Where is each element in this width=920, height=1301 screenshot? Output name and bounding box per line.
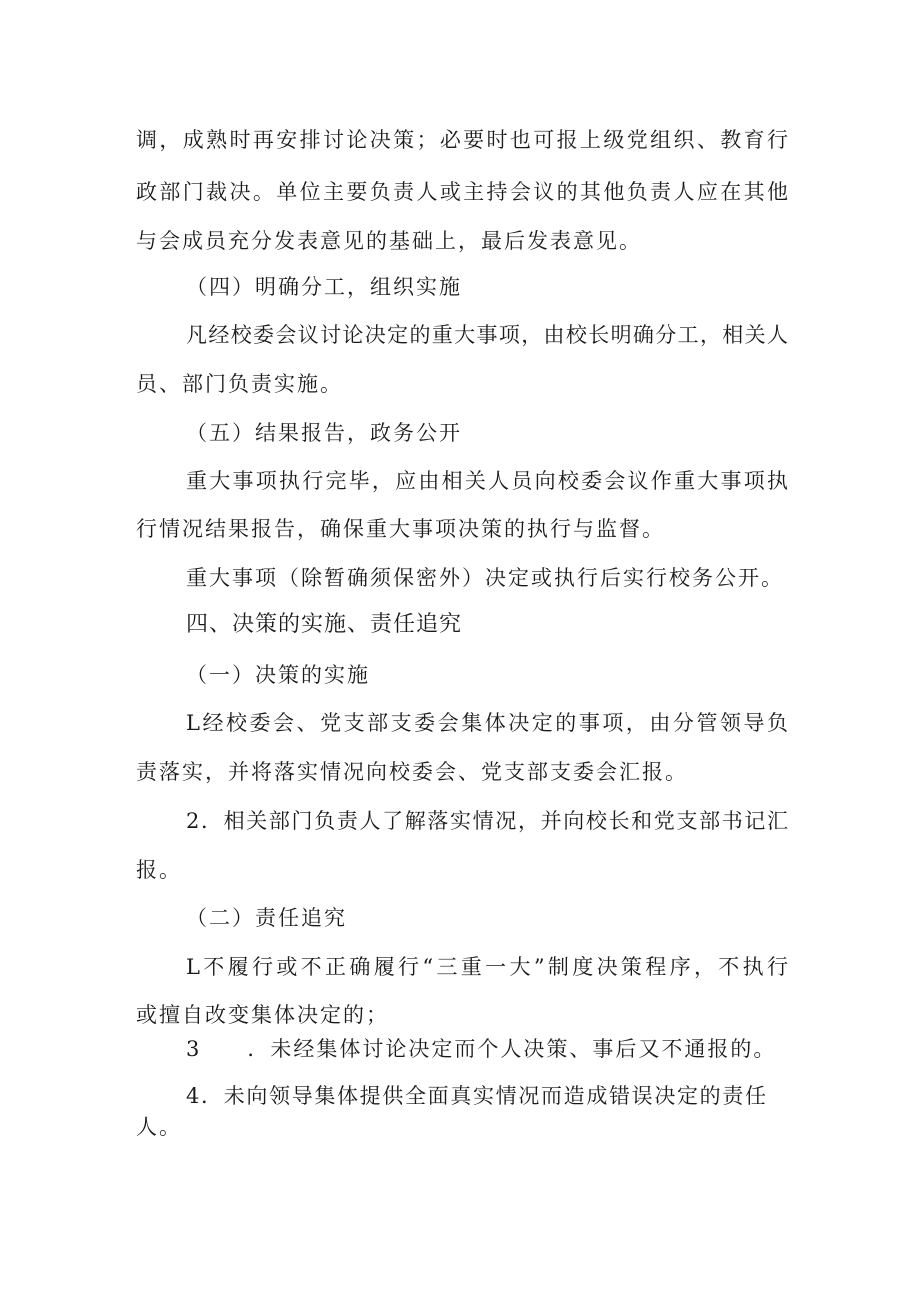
paragraph-line-8: 重大事项执行完毕，应由相关人员向校委会议作重大事项执 <box>186 469 788 493</box>
paragraph-line-21: 4．未向领导集体提供全面真实情况而造成错误决定的责任 <box>186 1084 766 1108</box>
paragraph-line-10: 重大事项（除暂确须保密外）决定或执行后实行校务公开。 <box>186 566 784 590</box>
section-heading-four: （四）明确分工，组织实施 <box>186 275 462 299</box>
paragraph-line-16: 报。 <box>136 858 182 882</box>
paragraph-line-20: 3 ．未经集体讨论决定而个人决策、事后又不通报的。 <box>186 1037 777 1061</box>
paragraph-line-3: 与会成员充分发表意见的基础上，最后发表意见。 <box>136 229 642 253</box>
subsection-heading-one: （一）决策的实施 <box>186 663 370 687</box>
paragraph-line-2: 政部门裁决。单位主要负责人或主持会议的其他负责人应在其他 <box>136 180 788 204</box>
paragraph-line-19: 或擅自改变集体决定的； <box>136 1003 389 1027</box>
chapter-heading-four: 四、决策的实施、责任追究 <box>186 612 463 637</box>
subsection-heading-two: （二）责任追究 <box>186 906 347 930</box>
paragraph-line-15: 2．相关部门负责人了解落实情况，并向校长和党支部书记汇 <box>186 809 788 833</box>
paragraph-line-14: 责落实，并将落实情况向校委会、党支部支委会汇报。 <box>136 760 688 784</box>
paragraph-line-22: 人。 <box>136 1115 182 1139</box>
paragraph-line-1: 调，成熟时再安排讨论决策；必要时也可报上级党组织、教育行 <box>136 128 788 152</box>
paragraph-line-6: 员、部门负责实施。 <box>136 372 343 396</box>
paragraph-line-9: 行情况结果报告，确保重大事项决策的执行与监督。 <box>136 517 665 541</box>
paragraph-line-13: L经校委会、党支部支委会集体决定的事项，由分管领导负 <box>186 711 788 735</box>
paragraph-line-5: 凡经校委会议讨论决定的重大事项，由校长明确分工，相关人 <box>186 323 788 347</box>
paragraph-line-18: L不履行或不正确履行“三重一大”制度决策程序，不执行 <box>186 955 788 979</box>
section-heading-five: （五）结果报告，政务公开 <box>186 421 462 445</box>
